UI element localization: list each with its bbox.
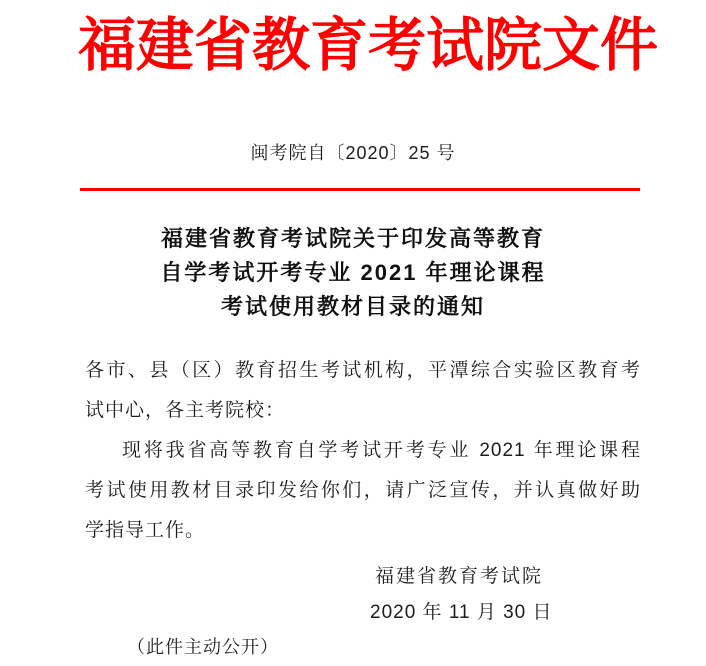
signature-issuer: 福建省教育考试院 xyxy=(375,566,544,587)
notice-title xyxy=(0,222,706,324)
public-disclosure-note: （此件主动公开） xyxy=(127,637,279,657)
paragraph-line-3: 学指导工作。 xyxy=(85,520,206,541)
body-text xyxy=(85,351,641,551)
masthead-title: 福建省教育考试院文件 xyxy=(77,13,658,78)
notice-title-line-2: 自学考试开考专业 2021 年理论课程 xyxy=(160,260,546,285)
red-divider-line xyxy=(80,188,640,191)
notice-title-line-1: 福建省教育考试院关于印发高等教育 xyxy=(160,226,545,251)
notice-title-line-3: 考试使用教材目录的通知 xyxy=(220,294,485,319)
salutation-line-1: 各市、县（区）教育招生考试机构，平潭综合实验区教育考 xyxy=(85,360,641,381)
salutation-line-2: 试中心，各主考院校： xyxy=(85,400,286,421)
paragraph-line-2: 考试使用教材目录印发给你们，请广泛宣传，并认真做好助 xyxy=(85,480,641,501)
doc-reference-number: 闽考院自〔2020〕25 号 xyxy=(250,143,456,163)
signature-date: 2020 年 11 月 30 日 xyxy=(370,602,553,623)
paragraph-line-1: 现将我省高等教育自学考试开考专业 2021 年理论课程 xyxy=(122,440,641,461)
